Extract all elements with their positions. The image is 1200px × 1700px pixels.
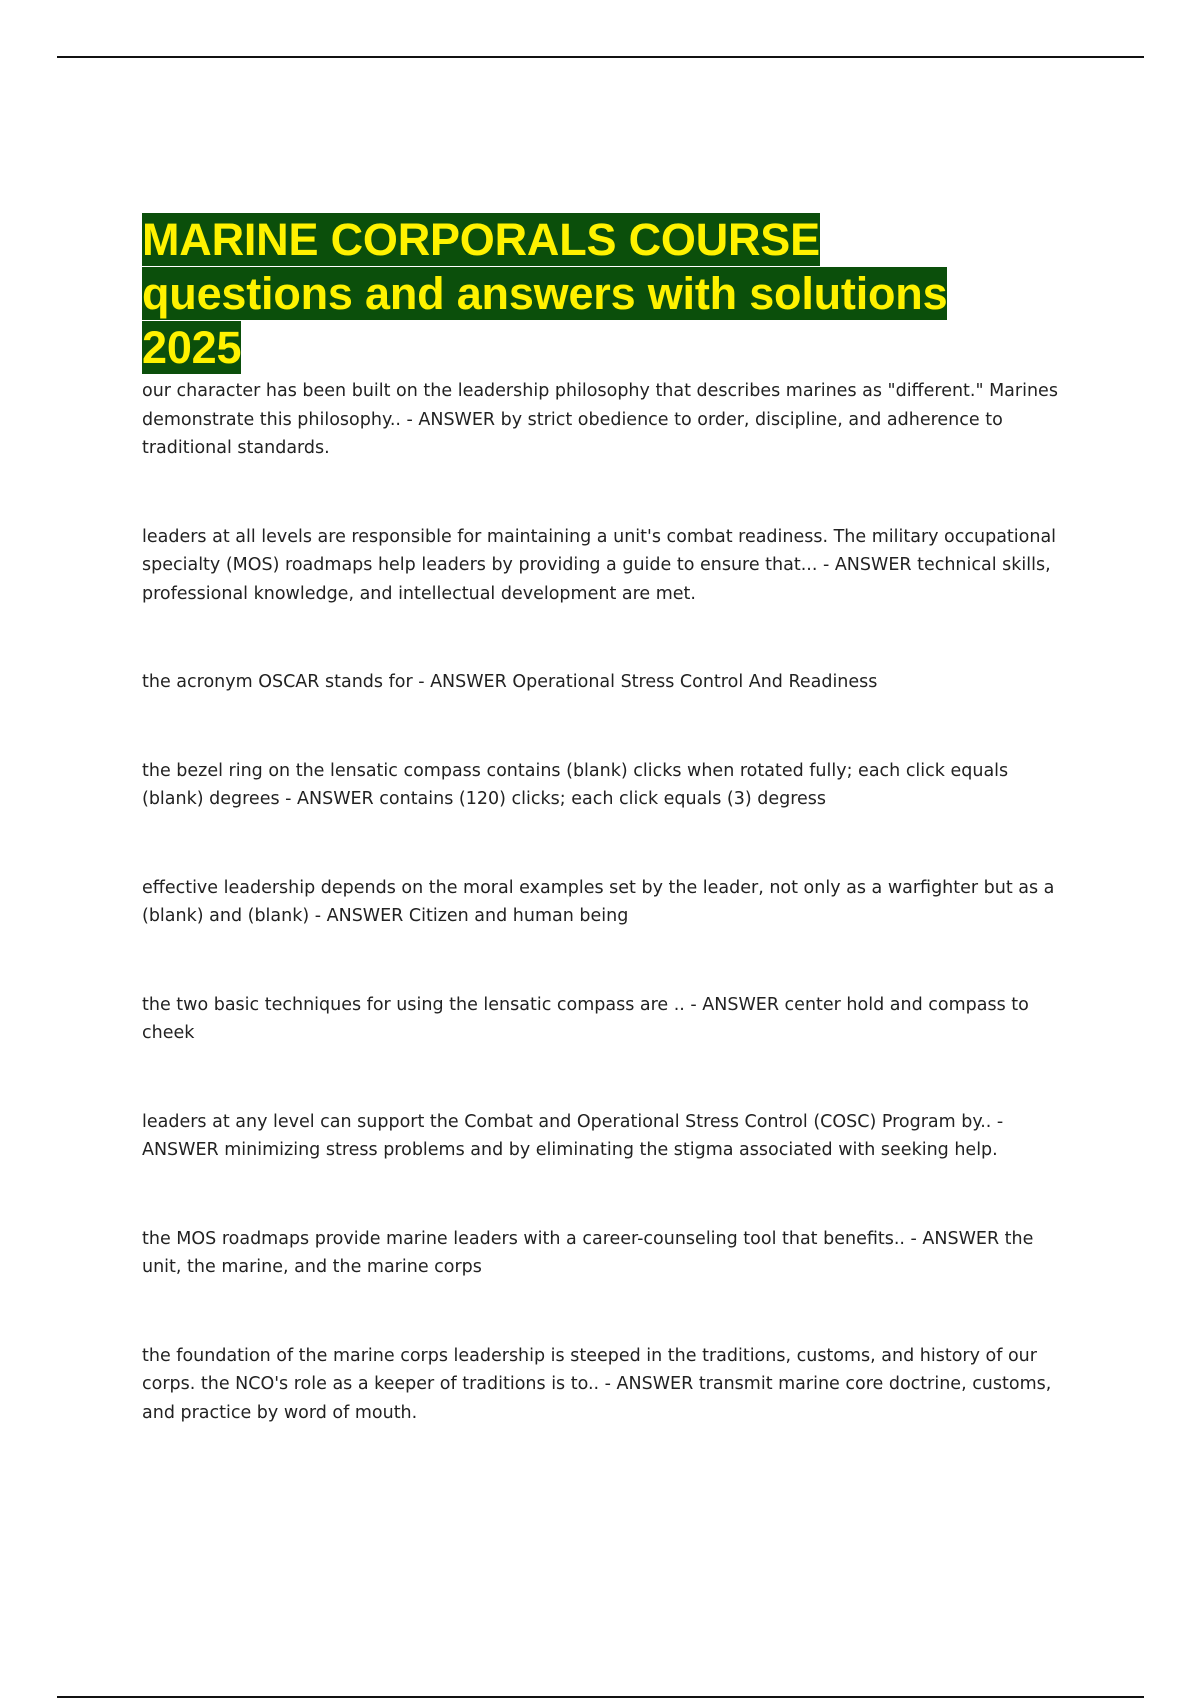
title-line-2: questions and answers with solutions [142, 268, 948, 319]
document-body [142, 213, 1072, 1487]
qa-item-5: effective leadership depends on the moral examples set by the leader, not only as a warfighter but as a (blank) and (blank) - ANSWER Citizen and human being [142, 877, 1055, 926]
qa-item-7: leaders at any level can support the Combat and Operational Stress Control (COSC) Program by.. - ANSWER minimizing stress problems and by eliminating the stigma associated with seeking help. [142, 1111, 1004, 1160]
top-rule [57, 56, 1144, 58]
qa-item-3: the acronym OSCAR stands for - ANSWER Operational Stress Control And Readiness [142, 672, 878, 692]
qa-item-6: the two basic techniques for using the lensatic compass are .. - ANSWER center hold and compass to cheek [142, 994, 1029, 1043]
title-line-3: 2025 [142, 322, 242, 373]
qa-item-4: the bezel ring on the lensatic compass contains (blank) clicks when rotated fully; each click equals (blank) degrees - ANSWER contains (120) clicks; each click equals (3) degress [142, 760, 1009, 809]
bottom-rule [57, 1696, 1144, 1698]
document-title [142, 213, 1072, 375]
qa-list [142, 377, 1072, 1427]
qa-item-2: leaders at all levels are responsible for maintaining a unit's combat readiness. The military occupational specialty (MOS) roadmaps help leaders by providing a guide to ensure that... - ANSWER technical skills, professional knowledge, and intellectual development are met. [142, 526, 1057, 604]
qa-item-1: our character has been built on the leadership philosophy that describes marines as "different." Marines demonstrate this philosophy.. - ANSWER by strict obedience to order, discipline, and adherence to traditional standards. [142, 381, 1058, 458]
qa-item-8: the MOS roadmaps provide marine leaders with a career-counseling tool that benefits.. - ANSWER the unit, the marine, and the marine corps [142, 1228, 1034, 1277]
qa-item-9: the foundation of the marine corps leadership is steeped in the traditions, customs, and history of our corps. the NCO's role as a keeper of traditions is to.. - ANSWER transmit marine core doctrine, customs, and practice by word of mouth. [142, 1345, 1052, 1423]
title-line-1: MARINE CORPORALS COURSE [142, 214, 820, 265]
